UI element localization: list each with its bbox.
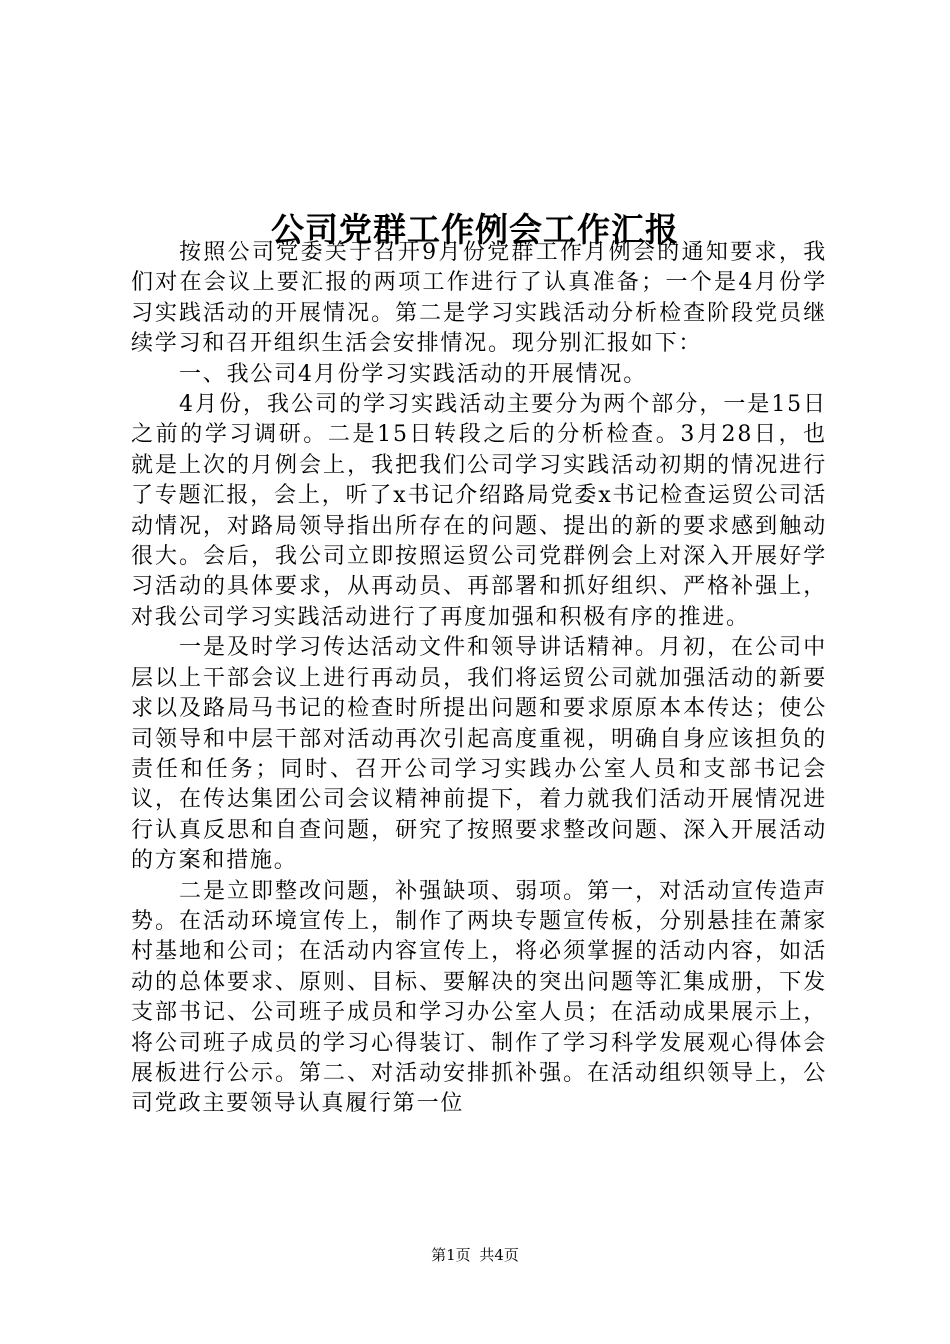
page-footer: [0, 1245, 950, 1265]
document-title: 公司党群工作例会工作汇报: [271, 210, 679, 250]
section-heading-1: 一、我公司4月份学习实践活动的开展情况。: [179, 361, 647, 387]
paragraph-point-one: 一是及时学习传达活动文件和领导讲话精神。月初，在公司中层以上干部会议上进行再动员，我们将运贸公司就加强活动的新要求以及路局马书记的检查时所提出问题和要求原原本本传达；使公司领导和中层干部对活动再次引起高度重视，明确自身应该担负的责任和任务；同时、召开公司学习实践办公室人员和支部书记会议，在传达集团公司会议精神前提下，着力就我们活动开展情况进行认真反思和自查问题，研究了按照要求整改问题、深入开展活动的方案和措施。: [131, 635, 827, 874]
page-total: 共4页: [479, 1246, 519, 1264]
paragraph-april-overview: 4月份，我公司的学习实践活动主要分为两个部分，一是15日之前的学习调研。二是15日转段之后的分析检查。3月28日，也就是上次的月例会上，我把我们公司学习实践活动初期的情况进行了专题汇报，会上，听了x书记介绍路局党委x书记检查运贸公司活动情况，对路局领导指出所存在的问题、提出的新的要求感到触动很大。会后，我公司立即按照运贸公司党群例会上对深入开展好学习活动的具体要求，从再动员、再部署和抓好组织、严格补强上，对我公司学习实践活动进行了再度加强和积极有序的推进。: [131, 392, 827, 630]
paragraph-point-two: 二是立即整改问题，补强缺项、弱项。第一，对活动宣传造声势。在活动环境宣传上，制作了两块专题宣传板，分别悬挂在萧家村基地和公司；在活动内容宣传上，将必须掌握的活动内容，如活动的总体要求、原则、目标、要解决的突出问题等汇集成册，下发支部书记、公司班子成员和学习办公室人员；在活动成果展示上，将公司班子成员的学习心得装订、制作了学习科学发展观心得体会展板进行公示。第二、对活动安排抓补强。在活动组织领导上，公司党政主要领导认真履行第一位: [131, 878, 827, 1117]
page-number: 第1页: [431, 1246, 471, 1264]
document-body: [131, 238, 827, 1120]
paragraph-intro: 按照公司党委关于召开9月份党群工作月例会的通知要求，我们对在会议上要汇报的两项工作进行了认真准备；一个是4月份学习实践活动的开展情况。第二是学习实践活动分析检查阶段党员继续学习和召开组织生活会安排情况。现分别汇报如下：: [131, 240, 827, 357]
